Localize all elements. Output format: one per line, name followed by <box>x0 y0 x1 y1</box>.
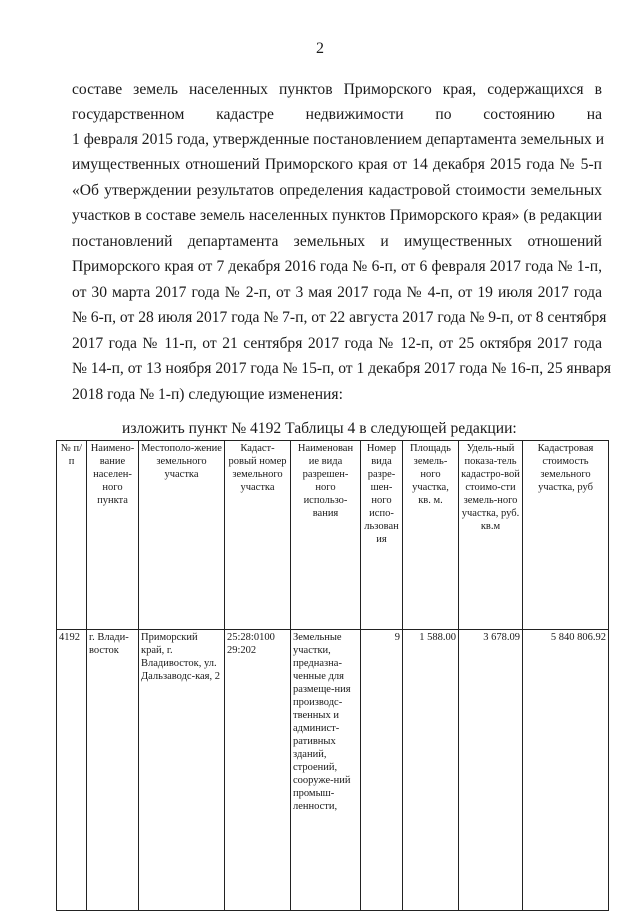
cell-use-code: 9 <box>361 630 403 911</box>
header-label: Номер вида разре-шен-ного испо-льзован ия <box>364 443 399 545</box>
header-use-code <box>361 441 403 630</box>
cell-cadastral-number: 25:28:0100 29:202 <box>225 630 291 911</box>
header-specific-value <box>459 441 523 630</box>
header-label: Площадь земель-ного участка, кв. м. <box>410 443 451 506</box>
cell-cadastral-value: 5 840 806.92 <box>523 630 609 911</box>
paragraph-line: «Об утверждении результатов определения кадастровой стоимости земельных <box>72 182 602 199</box>
header-label: Кадастровая стоимость земельного участка, руб <box>537 443 594 493</box>
paragraph-line: Приморского края от 7 декабря 2016 года № 6-п, от 6 февраля 2017 года № 1-п, <box>72 258 602 275</box>
cell-specific-value: 3 678.09 <box>459 630 523 911</box>
header-permitted-use <box>291 441 361 630</box>
header-location <box>139 441 225 630</box>
paragraph-line: 2018 года № 1-п) следующие изменения: <box>72 386 343 403</box>
cell-number: 4192 <box>57 630 87 911</box>
table-row <box>57 630 609 911</box>
cell-location: Приморский край, г. Владивосток, ул. Дальзаводс-кая, 2 <box>139 630 225 911</box>
header-label: Кадаст-ровый номер земельного участка <box>228 443 287 493</box>
paragraph-line: государственном кадастре недвижимости по состоянию на <box>72 106 602 123</box>
header-label: Удель-ный показа-тель кадастро-вой стоимо-сти земель-ного участка, руб. кв.м <box>461 443 520 532</box>
paragraph-line: составе земель населенных пунктов Приморского края, содержащихся в <box>72 81 602 98</box>
paragraph-line: № 6-п, от 28 июля 2017 года № 7-п, от 22 августа 2017 года № 9-п, от 8 сентября <box>72 309 607 326</box>
paragraph-line: имущественных отношений Приморского края от 14 декабря 2015 года № 5-п <box>72 156 602 173</box>
paragraph-line: № 14-п, от 13 ноября 2017 года № 15-п, от 1 декабря 2017 года № 16-п, 25 января <box>72 360 612 377</box>
cell-permitted-use: Земельные участки, предназна-ченные для размеще-ния производс-твенных и админист-ративных зданий, строений, сооруже-ний промыш-ленности, <box>291 630 361 911</box>
table-header-row <box>57 441 609 630</box>
paragraph-line: 1 февраля 2015 года, утвержденные постановлением департамента земельных и <box>72 131 605 148</box>
cadastral-value-table <box>56 440 609 911</box>
intro-line: изложить пункт № 4192 Таблицы 4 в следующей редакции: <box>122 420 517 437</box>
header-number <box>57 441 87 630</box>
page-number: 2 <box>316 40 324 57</box>
paragraph-line: постановлений департамента земельных и имущественных отношений <box>72 233 602 250</box>
cell-settlement: г. Влади-восток <box>87 630 139 911</box>
header-cadastral-number <box>225 441 291 630</box>
paragraph-line: участков в составе земель населенных пунктов Приморского края» (в редакции <box>72 207 602 224</box>
header-settlement <box>87 441 139 630</box>
header-label: № п/п <box>60 443 83 467</box>
header-label: Местополо-жение земельного участка <box>141 443 222 480</box>
paragraph-line: 2017 года № 11-п, от 21 сентября 2017 года № 12-п, от 25 октября 2017 года <box>72 335 602 352</box>
header-area <box>403 441 459 630</box>
header-cadastral-value <box>523 441 609 630</box>
header-label: Наименован ие вида разрешен-ного использо-вания <box>297 443 354 519</box>
paragraph-line: от 30 марта 2017 года № 2-п, от 3 мая 2017 года № 4-п, от 19 июля 2017 года <box>72 284 602 301</box>
header-label: Наимено-вание населен-ного пункта <box>90 443 135 506</box>
cell-area: 1 588.00 <box>403 630 459 911</box>
